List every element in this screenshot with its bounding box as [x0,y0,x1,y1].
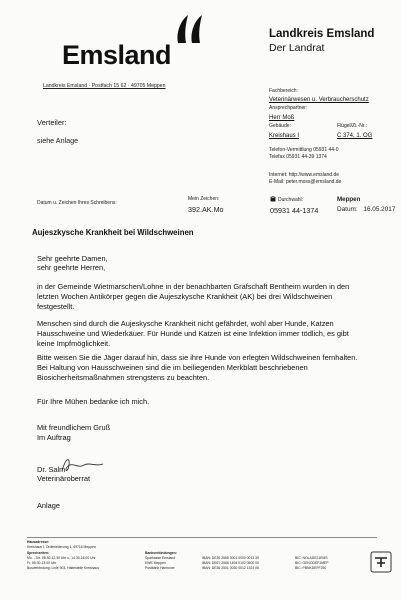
enclosure-label: Anlage [37,501,61,510]
signer-title: Veterinäroberrat [37,474,90,483]
datum-prefix: Datum: [337,206,358,213]
emsland-logo-wordmark: Emsland [62,40,172,70]
ansprech-value: Herr Moß [269,115,295,121]
ansprech-label: Ansprechpartner: [269,105,308,111]
mein-zeichen-label: Mein Zeichen: [188,196,220,202]
bus-line: Busverbindung: Linie 903, Haltestelle Kreishaus [27,566,100,570]
datum-value: 16.05.2017 [363,206,396,213]
iban-1: IBAN: DE39 2665 0001 0000 0013 39 [202,556,259,560]
datum-line [337,206,395,213]
phone-icon [270,196,276,202]
fachbereich-label: Fachbereich: [269,88,298,94]
certification-seal-icon [370,551,392,573]
email-link[interactable]: E-Mail: peter.moss@emsland.de [269,179,342,185]
durchwahl-value: 05931 44-1374 [270,206,319,215]
gebaeude-label: Gebäude: [269,123,291,129]
sprech-line-1: Mo. - Do. 08.30-12.30 Uhr u. 14.30-16.00 Uhr [27,556,96,560]
bic-3: BIC: PBNKDEFF250 [295,566,327,570]
raum-label: Flügel/Zi.-Nr.: [337,123,368,129]
salutation-1: Sehr geehrte Damen, [37,254,108,263]
emsland-logo-icon [174,13,210,47]
footer-divider [27,537,377,538]
telefax: Telefax 05931 44-39 1374 [269,154,327,160]
verteiler-label: Verteiler: [37,118,67,127]
paragraph-3: Bitte weisen Sie die Jäger darauf hin, dass sie ihre Hunde von erlegten Wildschweinen fernhalten. Bei Haltung von Hausschweinen sind die im beiliegenden Merkblatt beschriebenen Biosicherheitsmaßnahmen strengstens zu beachten. [37,353,358,382]
ort: Meppen [337,196,361,203]
salutation-2: sehr geehrte Herren, [37,263,106,272]
haus-label: Hausadresse: [27,540,50,544]
bank-3: Postbank Hannover [145,566,175,570]
bank-label: Bankverbindungen: [145,551,177,555]
durchwahl-label: Durchwahl: [278,197,304,203]
paragraph-2: Menschen sind durch die Aujeskysche Krankheit nicht gefährdet, wohl aber Hunde, Katzen Hausschweine und Wiederkäuer. Für Hunde und Katzen ist eine Infektion immer tödlich, es gibt keine Impfmöglichkeit. [37,319,349,348]
org-name: Landkreis Emsland [269,28,375,40]
raum-value: C 374, 1. OG [337,133,373,139]
bic-2: BIC: GENODEF1MEP [295,561,329,565]
letter-subject: Aujeszkysche Krankheit bei Wildschweinen [32,228,194,237]
iban-2: IBAN: DE67 2666 1494 0102 0500 00 [202,561,259,565]
tel-vermittlung: Telefon-Vermittlung 05931 44-0 [269,147,339,153]
internet-link[interactable]: Internet: http://www.emsland.de [269,172,340,178]
org-subtitle: Der Landrat [269,42,325,54]
iban-3: IBAN: DE36 2501 0030 0012 1323 06 [202,566,259,570]
fachbereich-value: Veterinärwesen u. Verbraucherschutz [269,97,369,103]
bank-2: EWE Meppen [145,561,166,565]
sprech-line-2: Fr. 08.30-13.00 Uhr [27,561,57,565]
haus-value: Kreishaus I, Ordeniederung 1, 49716 Meppen [27,545,96,549]
bic-1: BIC: NOLADE21EMS [295,556,328,560]
mein-zeichen-value: 392.AK.Mo [188,205,224,214]
paragraph-1: in der Gemeinde Wietmarschen/Lohne in der benachbarten Grafschaft Bentheim wurden in den letzten Wochen Antikörper gegen die Aujeszkysche Krankheit (AK) bei drei Wildschweinen festgestellt. [37,282,350,311]
bank-1: Sparkasse Emsland [145,556,176,560]
signer-name: Dr. Salm [37,465,66,474]
closing-auftrag: Im Auftrag [37,433,71,442]
gebaeude-value: Kreishaus I [269,133,300,139]
siehe-anlage: siehe Anlage [37,136,79,145]
sender-return-line: Landkreis Emsland · Postfach 15 62 · 49705 Meppen [43,83,166,89]
paragraph-4: Für Ihre Mühen bedanke ich mich. [37,397,150,406]
datum-ihres-schreibens-label: Datum u. Zeichen Ihres Schreibens: [37,200,117,206]
sprech-label: Sprechzeiten: [27,551,50,555]
closing-greeting: Mit freundlichem Gruß [37,423,111,432]
